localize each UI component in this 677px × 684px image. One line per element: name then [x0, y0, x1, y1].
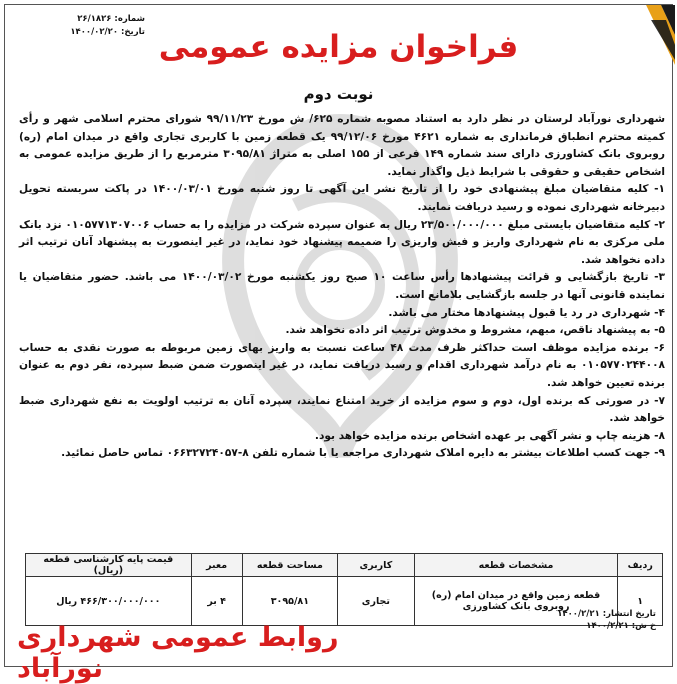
condition-item: ۶- برنده مزایده موظف است حداکثر ظرف مدت ۴۸ ساعت نسبت به واریز بهای زمین مربوطه به صورت نقدی به حساب ۰۱۰۵۷۷۰۲۴۴۰۰۸ به نام درآمد شهرداری اقدام و رسید دریافت نماید، در غیر اینصورت ضمن ضبط سپرده، نفر دوم به عنوان برنده تعیین خواهد شد. [19, 341, 665, 389]
page-subtitle: نوبت دوم [303, 85, 374, 103]
intro-paragraph: شهرداری نورآباد لرستان در نظر دارد به استناد مصوبه شماره ۶۲۵/ ش مورخ ۹۹/۱۱/۲۳ شورای محترم اسلامی شهر و رأی کمیته محترم انطباق فرمانداری به شماره ۴۶۲۱ مورخ ۹۹/۱۲/۰۶ یک قطعه زمین با کاربری تجاری واقع در میدان امام (ره) روبروی بانک کشاورزی دارای سند شماره ۱۴۹ فرعی از ۱۵۵ اصلی به متراژ ۳۰۹۵/۸۱ مترمربع را از طریق مزایده عمومی به اشخاص حقیقی و حقوقی با شرایط ذیل واگذار نماید. [19, 113, 665, 178]
col-header-lot-specs: مشخصات قطعه [414, 554, 618, 577]
cell-area: ۳۰۹۵/۸۱ [242, 577, 338, 626]
col-header-row-number: ردیف [618, 554, 663, 577]
cell-land-use: تجاری [338, 577, 414, 626]
col-header-land-use: کاربری [338, 554, 414, 577]
condition-item: ۸- هزینه چاپ و نشر آگهی بر عهده اشخاص برنده مزایده خواهد بود. [314, 429, 665, 442]
cell-frontage: ۴ بر [191, 577, 242, 626]
document-number: شماره: ۲۶/۱۸۲۶ [77, 14, 145, 24]
condition-item: ۹- جهت کسب اطلاعات بیشتر به دایره املاک شهرداری مراجعه یا با شماره تلفن ۸-۰۶۶۳۲۷۲۴۰۵۷ تماس حاصل نمائید. [61, 447, 665, 460]
condition-item: ۳- تاریخ بازگشایی و قرائت پیشنهادها رأس ساعت ۱۰ صبح روز یکشنبه مورخ ۱۴۰۰/۰۳/۰۲ می باشد. حضور متقاضیان یا نماینده قانونی آنها در جلسه بازگشایی بلامانع است. [19, 271, 665, 301]
publication-info [516, 608, 656, 632]
document-date: تاریخ: ۱۴۰۰/۰۲/۲۰ [70, 27, 145, 37]
condition-item: ۴- شهرداری در رد یا قبول پیشنهادها مختار می باشد. [388, 306, 665, 319]
cell-lot-specs: قطعه زمین واقع در میدان امام (ره) روبروی بانک کشاورزی [414, 577, 618, 626]
col-header-base-price: قیمت پایه کارشناسی قطعه (ریال) [26, 554, 192, 577]
condition-item: ۵- به پیشنهاد ناقص، مبهم، مشروط و مخدوش ترتیب اثر داده نخواهد شد. [285, 324, 665, 337]
col-header-area: مساحت قطعه [242, 554, 338, 577]
publication-date: تاریخ انتشار: ۱۴۰۰/۲/۲۱ [557, 609, 656, 619]
condition-item: ۲- کلیه متقاضیان بایستی مبلغ ۲۳/۵۰۰/۰۰۰/۰۰۰ ریال به عنوان سپرده شرکت در مزایده را به حساب ۰۱۰۵۷۷۱۳۰۷۰۰۶ نزد بانک ملی مرکزی به نام شهرداری واریز و فیش واریزی را ضمیمه پیشنهاد خود نماید، در غیر اینصورت به پیشنهاد آنان ترتیب اثر داده نخواهد شد. [19, 218, 665, 266]
advertisement [4, 4, 673, 684]
publication-code: خ ش: ۱۴۰۰/۲/۲۱ [586, 621, 656, 631]
condition-item: ۷- در صورتی که برنده اول، دوم و سوم مزایده از خرید امتناع نمایند، سپرده آنان به ترتیب اولویت به نفع شهرداری ضبط خواهد شد. [19, 394, 665, 425]
table-header-row [26, 554, 663, 577]
announcement-body [19, 111, 665, 463]
cell-base-price: ۴۶۶/۳۰۰/۰۰۰/۰۰۰ ریال [26, 577, 192, 626]
cell-row-number: ۱ [618, 577, 663, 626]
col-header-frontage: معبر [191, 554, 242, 577]
condition-item: ۱- کلیه متقاضیان مبلغ پیشنهادی خود را از تاریخ نشر این آگهی تا روز شنبه مورخ ۱۴۰۰/۰۳/۰۱ در پاکت سربسته تحویل دبیرخانه شهرداری نموده و رسید دریافت نمایند. [19, 183, 665, 213]
page-title: فراخوان مزایده عمومی [158, 29, 519, 65]
footer-signature: روابط عمومی شهرداری نورآباد [17, 622, 339, 684]
